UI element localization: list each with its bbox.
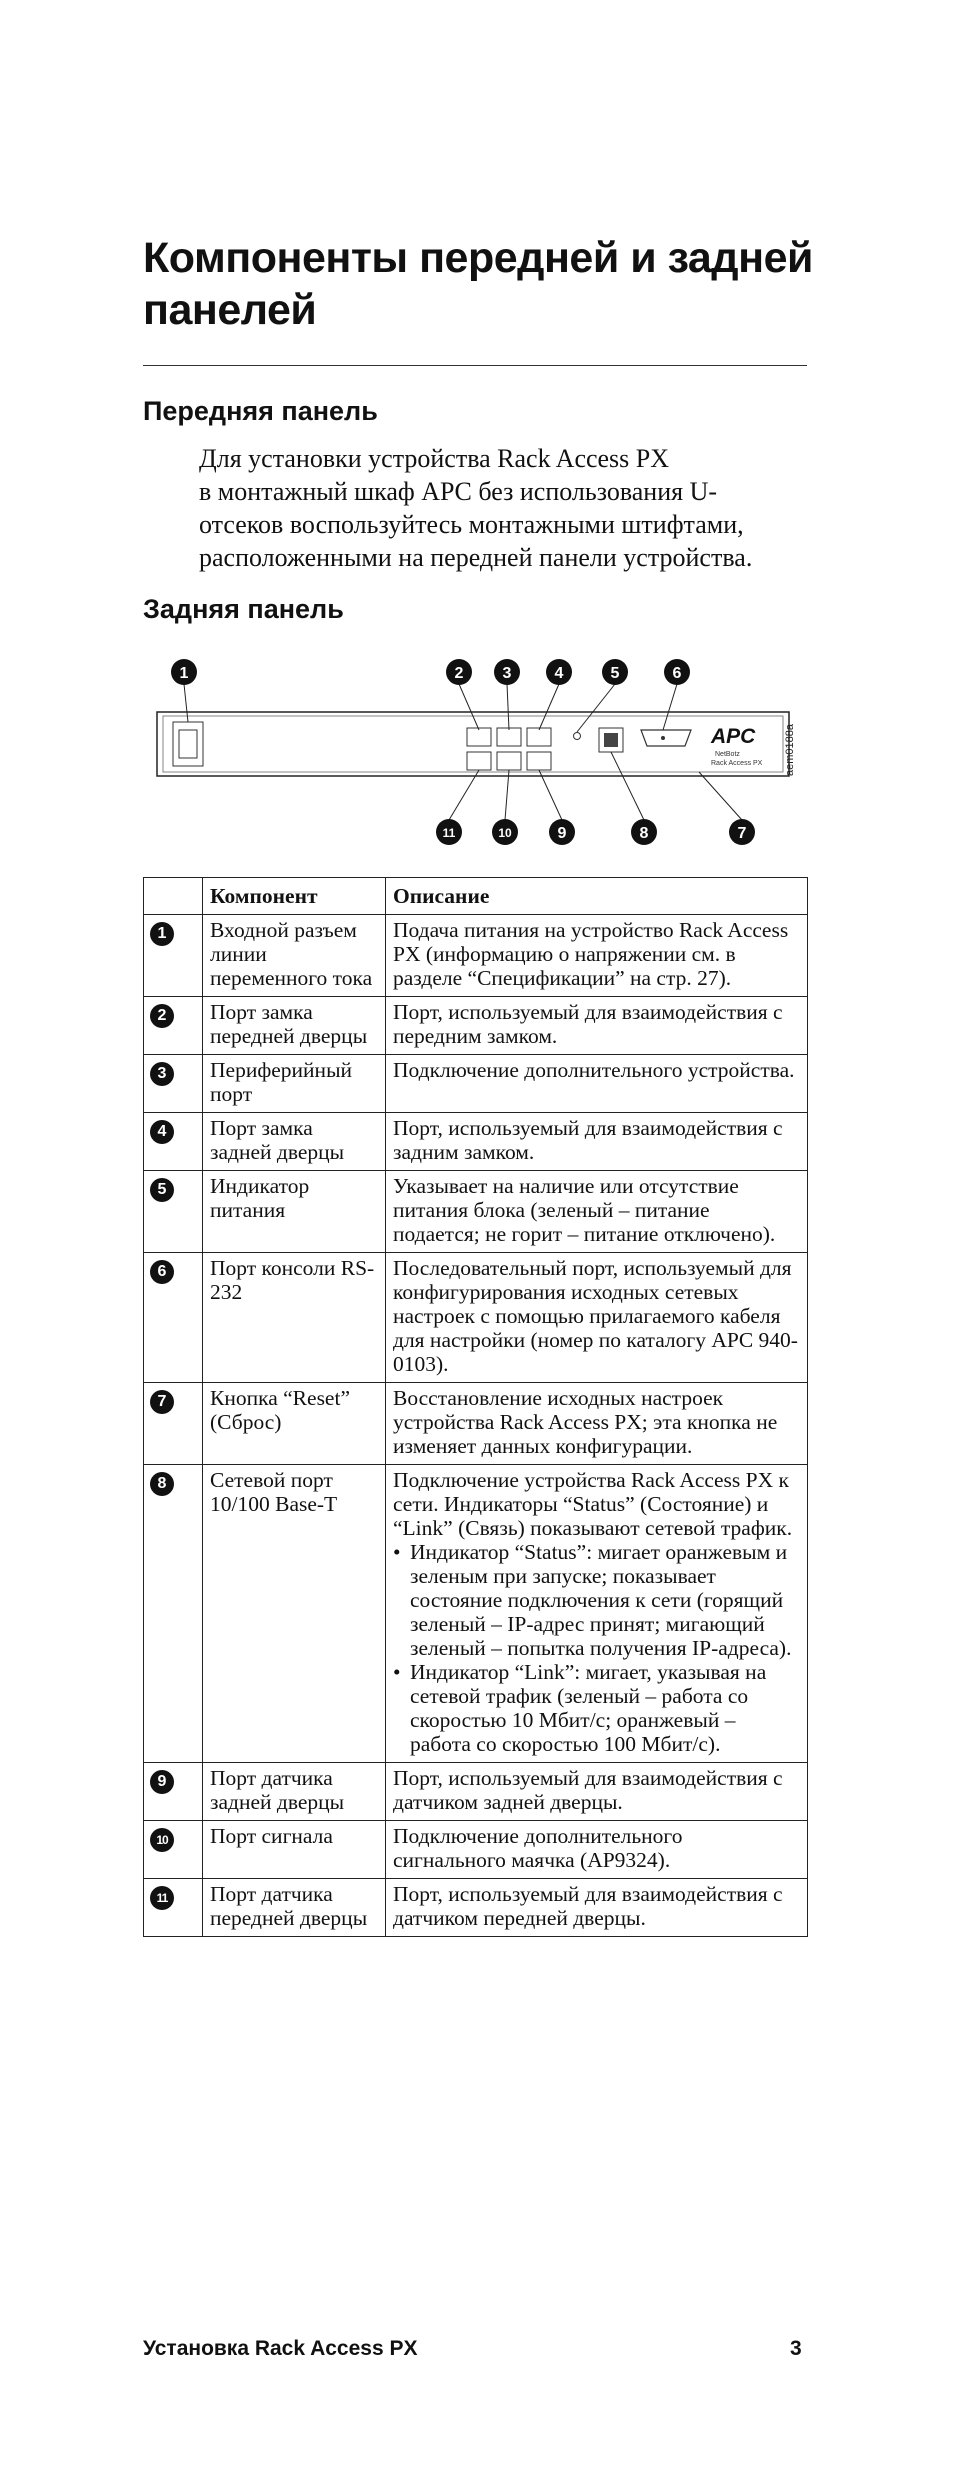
table-row [144, 1171, 808, 1253]
network-port-jack [604, 733, 618, 747]
row-number [144, 1113, 203, 1171]
row-number [144, 997, 203, 1055]
svg-text:1: 1 [179, 665, 189, 682]
callout-1 [171, 659, 197, 685]
table-row [144, 1879, 808, 1937]
row-number [144, 915, 203, 997]
description-cell: Порт, используемый для взаимодействия с датчиком задней дверцы. [386, 1763, 808, 1821]
callout-11 [436, 819, 462, 845]
number-badge-icon: 4 [150, 1120, 174, 1144]
front-text-line: расположенными на передней панели устройства. [199, 543, 753, 572]
figure-code: aem0188a [784, 724, 796, 776]
component-cell: Индикатор питания [203, 1171, 386, 1253]
table-row [144, 1113, 808, 1171]
description-cell: Последовательный порт, используемый для конфигурирования исходных сетевых настроек с помощью прилагаемого кабеля для настройки (номер по каталогу APC 940-0103). [386, 1253, 808, 1383]
footer-title: Установка Rack Access PX [143, 2337, 418, 2360]
callout-3 [494, 659, 520, 685]
device-chassis [157, 712, 789, 776]
table-row [144, 1253, 808, 1383]
ac-inlet-socket [179, 730, 197, 758]
svg-text:7: 7 [737, 825, 747, 842]
svg-text:6: 6 [672, 665, 682, 682]
description-cell: Восстановление исходных настроек устройства Rack Access PX; эта кнопка не изменяет данных конфигурации. [386, 1383, 808, 1465]
header-component: Компонент [203, 878, 386, 915]
component-cell: Входной разъем линии переменного тока [203, 915, 386, 997]
component-cell: Кнопка “Reset” (Сброс) [203, 1383, 386, 1465]
header-num [144, 878, 203, 915]
callout-7 [729, 819, 755, 845]
rear-panel-heading: Задняя панель [143, 594, 344, 624]
svg-text:11: 11 [442, 826, 456, 840]
row-number [144, 1253, 203, 1383]
callout-leaders [184, 684, 742, 820]
row-number [144, 1821, 203, 1879]
svg-text:5: 5 [610, 665, 620, 682]
component-cell: Периферийный порт [203, 1055, 386, 1113]
callout-6 [664, 659, 690, 685]
number-badge-icon: 11 [150, 1886, 174, 1910]
table-row [144, 1383, 808, 1465]
svg-text:10: 10 [498, 826, 512, 840]
rear-panel-diagram [143, 652, 803, 852]
number-badge-icon: 8 [150, 1472, 174, 1496]
callout-4 [546, 659, 572, 685]
front-panel-paragraph [199, 442, 799, 574]
row-number [144, 1879, 203, 1937]
component-cell: Порт замка задней дверцы [203, 1113, 386, 1171]
callout-9 [549, 819, 575, 845]
components-table [143, 877, 808, 1937]
front-text-line: Для установки устройства Rack Access PX [199, 444, 670, 473]
serial-port-pin [661, 736, 665, 740]
description-bullets [393, 1540, 800, 1756]
component-cell: Сетевой порт 10/100 Base-T [203, 1465, 386, 1763]
callout-2 [446, 659, 472, 685]
svg-text:2: 2 [454, 665, 464, 682]
row-number [144, 1383, 203, 1465]
page-number: 3 [790, 2337, 802, 2360]
number-badge-icon: 5 [150, 1178, 174, 1202]
component-cell: Порт консоли RS-232 [203, 1253, 386, 1383]
number-badge-icon: 7 [150, 1390, 174, 1414]
number-badge-icon: 3 [150, 1062, 174, 1086]
callout-8 [631, 819, 657, 845]
description-cell: Подключение дополнительного устройства. [386, 1055, 808, 1113]
bullet-item: • Индикатор “Link”: мигает, указывая на сетевой трафик (зеленый – работа со скоростью 10 Мбит/с; оранжевый – работа со скоростью 100 Мбит/с). [393, 1660, 800, 1756]
front-text-line: в монтажный шкаф APC без использования U- [199, 477, 718, 506]
title-divider [143, 365, 807, 366]
number-badge-icon: 10 [150, 1828, 174, 1852]
number-badge-icon: 1 [150, 922, 174, 946]
table-row [144, 1055, 808, 1113]
description-cell: Порт, используемый для взаимодействия с передним замком. [386, 997, 808, 1055]
component-cell: Порт сигнала [203, 1821, 386, 1879]
device-model: Rack Access PX [711, 760, 763, 767]
row-number [144, 1055, 203, 1113]
table-row [144, 1465, 808, 1763]
front-panel-heading: Передняя панель [143, 396, 378, 426]
row-number [144, 1763, 203, 1821]
callout-10 [492, 819, 518, 845]
callout-5 [602, 659, 628, 685]
table-row [144, 915, 808, 997]
svg-text:8: 8 [639, 825, 649, 842]
number-badge-icon: 9 [150, 1770, 174, 1794]
power-led-icon [574, 733, 581, 740]
component-cell: Порт датчика передней дверцы [203, 1879, 386, 1937]
row-number [144, 1465, 203, 1763]
svg-text:9: 9 [557, 825, 567, 842]
table-row [144, 997, 808, 1055]
table-row [144, 1763, 808, 1821]
svg-text:3: 3 [502, 665, 512, 682]
description-intro: Подключение устройства Rack Access PX к сети. Индикаторы “Status” (Состояние) и “Link” (Связь) показывают сетевой трафик. [393, 1468, 793, 1540]
component-cell: Порт датчика задней дверцы [203, 1763, 386, 1821]
serial-port-icon [641, 730, 691, 746]
number-badge-icon: 2 [150, 1004, 174, 1028]
description-cell: Порт, используемый для взаимодействия с датчиком передней дверцы. [386, 1879, 808, 1937]
svg-text:4: 4 [554, 665, 564, 682]
description-cell: Подача питания на устройство Rack Access PX (информацию о напряжении см. в разделе “Спецификации” на стр. 27). [386, 915, 808, 997]
front-text-line: отсеков воспользуйтесь монтажными штифтами, [199, 510, 744, 539]
device-label: NetBotz [715, 751, 740, 758]
device-face [163, 716, 783, 772]
header-description: Описание [386, 878, 808, 915]
ac-inlet-icon [173, 722, 203, 766]
port-block [467, 728, 551, 770]
component-cell: Порт замка передней дверцы [203, 997, 386, 1055]
description-cell: Подключение дополнительного сигнального маячка (AP9324). [386, 1821, 808, 1879]
bullet-item: • Индикатор “Status”: мигает оранжевым и зеленым при запуске; показывает состояние подключения к сети (горящий зеленый – IP-адрес принят; мигающий зеленый – попытка получения IP-адреса). [393, 1540, 800, 1660]
number-badge-icon: 6 [150, 1260, 174, 1284]
apc-logo: APC [711, 725, 756, 748]
page-title: Компоненты передней и задней панелей [143, 234, 813, 334]
table-header-row [144, 878, 808, 915]
row-number [144, 1171, 203, 1253]
table-row [144, 1821, 808, 1879]
description-cell [386, 1465, 808, 1763]
description-cell: Порт, используемый для взаимодействия с задним замком. [386, 1113, 808, 1171]
description-cell: Указывает на наличие или отсутствие питания блока (зеленый – питание подается; не горит – питание отключено). [386, 1171, 808, 1253]
